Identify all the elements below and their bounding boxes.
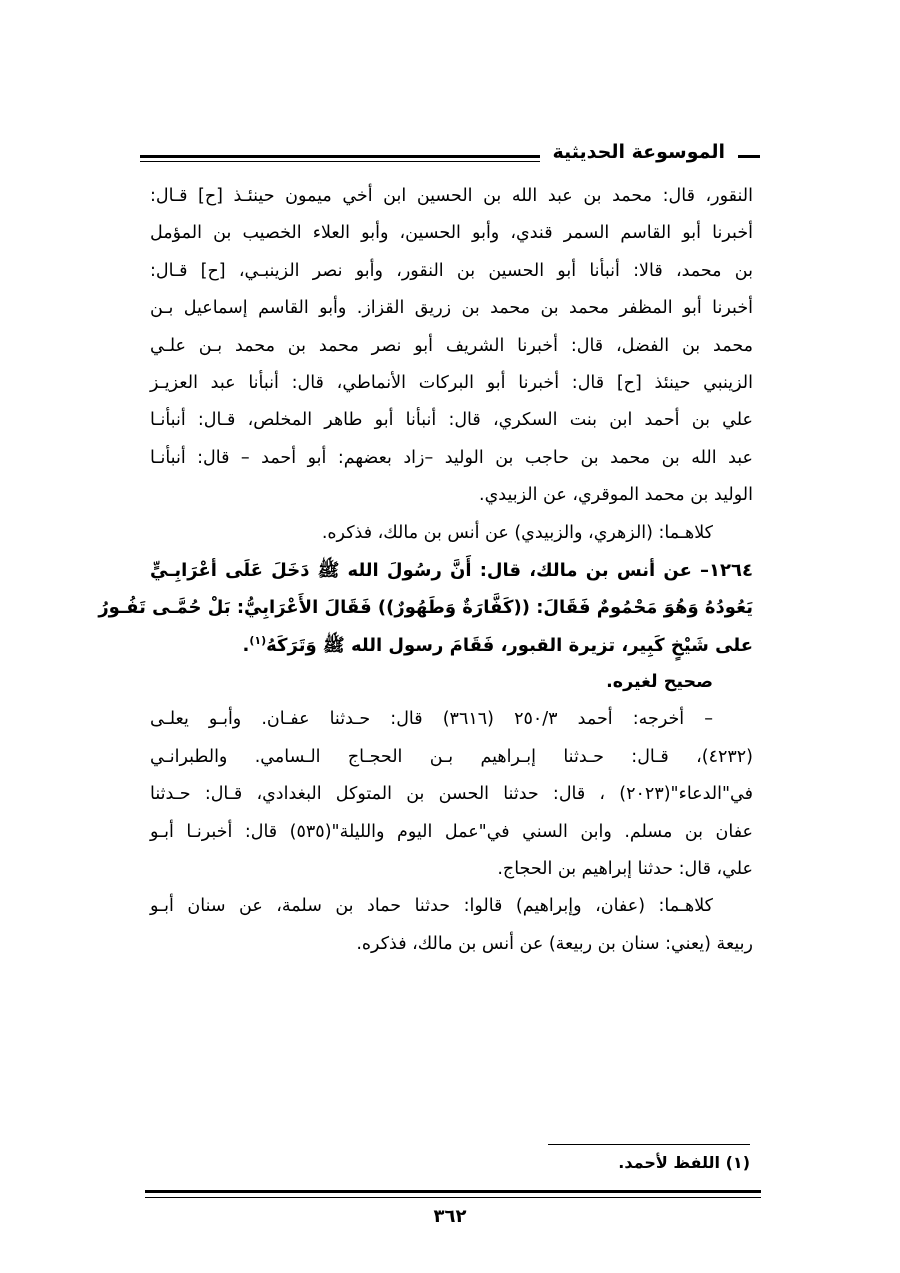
footnote-separator <box>548 1144 750 1145</box>
text-line: بن محمد، قالا: أنبأنا أبو الحسين بن النقور، وأبو نصر الزينبـي، [ح] قـال: <box>150 260 753 281</box>
book-title: الموسوعة الحديثية <box>543 138 736 166</box>
hadith-grade: صحيح لغيره. <box>606 672 713 693</box>
text-line: أخبرنا أبو القاسم السمر قندي، وأبو الحسين، وأبو العلاء الخصيب بن المؤمل <box>150 223 753 244</box>
footnote-reference: (١) <box>249 633 267 647</box>
header-rule-thin <box>140 161 540 162</box>
page-body <box>98 178 753 963</box>
hadith-line: ١٢٦٤– عن أنس بن مالك، قال: أَنَّ رسُولَ الله ﷺ دَخَلَ عَلَى أعْرَابِـيٍّ <box>150 559 753 581</box>
footnote: (١) اللفظ لأحمد. <box>618 1153 750 1172</box>
text-line: علي بن أحمد ابن بنت السكري، قال: أنبأنا أبو طاهر المخلص، قـال: أنبأنـا <box>150 410 753 431</box>
page-number: ٣٦٢ <box>433 1206 467 1227</box>
takhrij-line: في"الدعاء"(٢٠٢٣) ، قال: حدثنا الحسن بن المتوكل البغدادي، قـال: حـدثنا <box>150 784 753 805</box>
text-line: ربيعة (يعني: سنان بن ربيعة) عن أنس بن مالك، فذكره. <box>356 933 753 954</box>
takhrij-line: – أخرجه: أحمد ٢٥٠/٣ (٣٦١٦) قال: حـدثنا عفـان. وأبـو يعلـى <box>150 709 714 730</box>
header-short-rule <box>738 155 760 158</box>
text-line: أخبرنا أبو المظفر محمد بن محمد بن زريق القزاز. وأبو القاسم إسماعيل بـن <box>150 298 753 319</box>
text-line: الزينبي حينئذ [ح] قال: أخبرنا أبو البركات الأنماطي، قال: أنبأنا عبد العزيـز <box>150 372 753 393</box>
takhrij-line: علي، قال: حدثنا إبراهيم بن الحجاج. <box>497 859 753 880</box>
footer-rule-thin <box>145 1197 761 1198</box>
footer-rule <box>145 1190 761 1193</box>
text-line: الوليد بن محمد الموقري، عن الزبيدي. <box>479 485 753 506</box>
header-rule <box>140 155 540 158</box>
hadith-line-last: على شَيْخٍ كَبِير، تزيرة القبور، فَقَامَ رسول الله ﷺ وَتَرَكَهُ$^{(١)}$. <box>242 633 753 656</box>
hadith-text: على شَيْخٍ كَبِير، تزيرة القبور، فَقَامَ رسول الله ﷺ وَتَرَكَهُ <box>266 634 753 656</box>
running-header <box>140 138 760 168</box>
text-line: عبد الله بن محمد بن حاجب بن الوليد –زاد بعضهم: أبو أحمد – قال: أنبأنـا <box>150 447 753 468</box>
text-line: كلاهـما: (عفان، وإبراهيم) قالوا: حدثنا حماد بن سلمة، عن سنان أبـو <box>150 896 713 917</box>
text-line: محمد بن الفضل، قال: أخبرنا الشريف أبو نصر محمد بن محمد بـن علـي <box>150 335 753 356</box>
hadith-line: يَعُودُهُ وَهُوَ مَحْمُومٌ فَقَالَ: ((كَفَّارَةٌ وَطَهُورٌ)) فَقَالَ الأَعْرَابِيُّ: بَلْ حُمَّـى تَفُـورُ <box>98 597 753 619</box>
takhrij-line: (٤٢٣٢)، قـال: حـدثنا إبـراهيم بـن الحجـاج الـسامي. والطبرانـي <box>150 746 753 767</box>
text-line: النقور، قال: محمد بن عبد الله بن الحسين ابن أخي ميمون حينئـذ [ح] قـال: <box>150 186 753 206</box>
text-line: كلاهـما: (الزهري، والزبيدي) عن أنس بن مالك، فذكره. <box>321 522 713 543</box>
takhrij-line: عفان بن مسلم. وابن السني في"عمل اليوم والليلة"(٥٣٥) قال: أخبرنـا أبـو <box>150 821 753 842</box>
